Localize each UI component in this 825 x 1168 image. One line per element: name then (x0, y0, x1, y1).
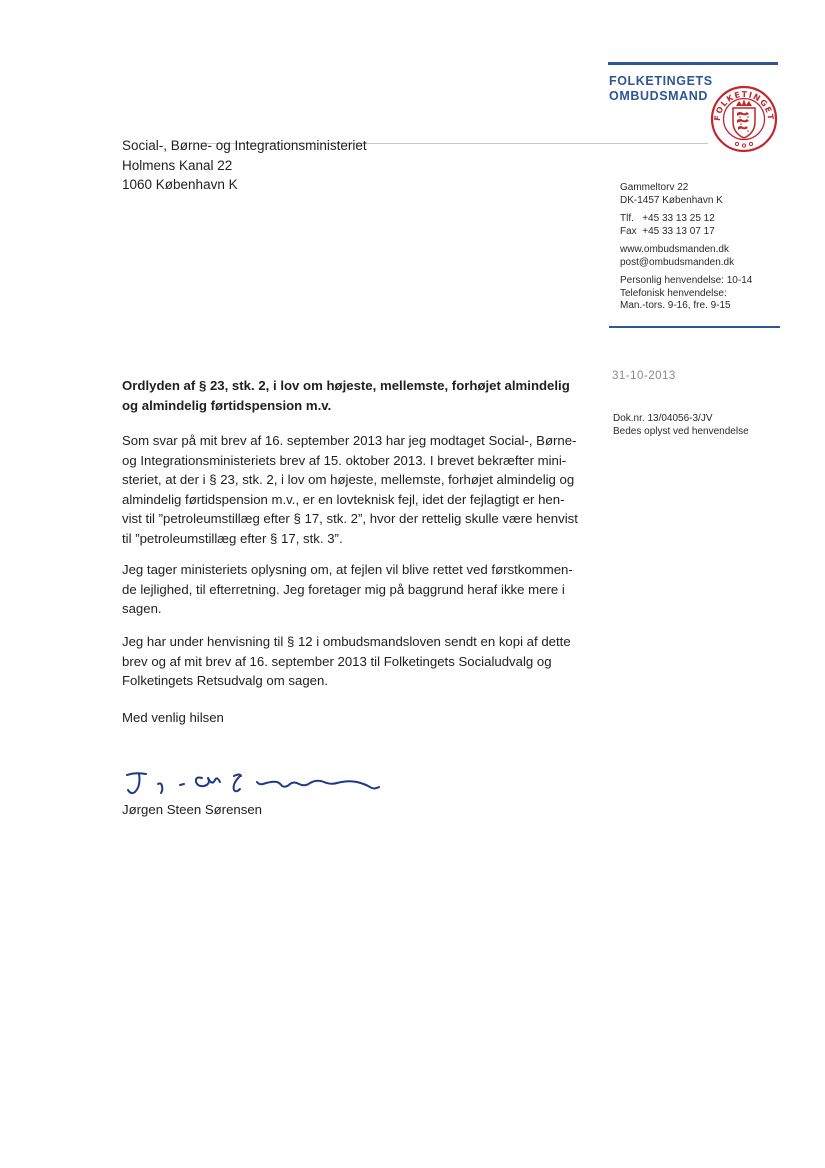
contact-city: DK-1457 København K (620, 194, 723, 206)
recipient-address (122, 136, 367, 195)
paragraph-line: steriet, at der i § 23, stk. 2, i lov om højeste, mellemste, forhøjet almindelig og (122, 472, 575, 487)
seal-text: FOLKETINGET (712, 89, 776, 122)
contact-hours-phone: Man.-tors. 9-16, fre. 9-15 (620, 300, 731, 311)
reference-note: Bedes oplyst ved henvendelse (613, 425, 749, 437)
signer-name: Jørgen Steen Sørensen (122, 802, 263, 817)
paragraph-line: til ”petroleumstillæg efter § 17, stk. 3”. (122, 530, 343, 546)
body-paragraph-3 (122, 632, 571, 691)
paragraph-line: almindelig førtidspension m.v., er en lovteknisk fejl, idet der fejlagtigt er hen- (122, 491, 565, 507)
body-paragraph-1 (122, 431, 578, 548)
paragraph-line: Som svar på mit brev af 16. september 2013 har jeg modtaget Social-, Børne- (122, 433, 577, 448)
recipient-name: Social-, Børne- og Integrationsministeriet (122, 138, 367, 153)
paragraph-line: Jeg tager ministeriets oplysning om, at fejlen vil blive rettet ved førstkommen- (122, 562, 573, 577)
contact-hours-phone-label: Telefonisk henvendelse: (620, 287, 727, 299)
closing-salutation: Med venlig hilsen (122, 710, 224, 725)
document-number: Dok.nr. 13/04056-3/JV (613, 413, 713, 424)
letter-date: 31-10-2013 (612, 370, 676, 382)
organization-name-line1: FOLKETINGETS (609, 74, 713, 88)
paragraph-line: vist til ”petroleumstillæg efter § 17, stk. 2”, hvor der rettelig skulle være henvist (122, 511, 578, 526)
subject-line2: og almindelig førtidspension m.v. (122, 398, 332, 413)
contact-hours-personal: Personlig henvendelse: 10-14 (620, 275, 753, 286)
contact-fax: Fax +45 33 13 07 17 (620, 225, 715, 237)
sidebar-bottom-rule (609, 326, 780, 328)
paragraph-line: og Integrationsministeriets brev af 15. oktober 2013. I brevet bekræfter mini- (122, 452, 567, 468)
paragraph-line: brev og af mit brev af 16. september 2013 til Folketingets Socialudvalg og (122, 653, 552, 669)
subject-line1: Ordlyden af § 23, stk. 2, i lov om højeste, mellemste, forhøjet almindelig (122, 378, 570, 393)
paragraph-line: Jeg har under henvisning til § 12 i ombudsmandsloven sendt en kopi af dette (122, 634, 571, 649)
document-reference (613, 413, 749, 438)
recipient-city: 1060 København K (122, 177, 238, 192)
recipient-street: Holmens Kanal 22 (122, 157, 233, 173)
letter-subject (122, 376, 592, 416)
body-paragraph-2 (122, 560, 573, 619)
paragraph-line: de lejlighed, til efterretning. Jeg foretager mig på baggrund heraf ikke mere i (122, 581, 565, 597)
organization-name-line2: OMBUDSMAND (609, 89, 709, 103)
handwritten-signature (122, 766, 412, 806)
contact-email: post@ombudsmanden.dk (620, 256, 735, 268)
contact-street: Gammeltorv 22 (620, 182, 689, 193)
letterhead-top-rule (608, 62, 778, 65)
contact-phone: Tlf. +45 33 13 25 12 (620, 213, 715, 224)
organization-name (609, 74, 713, 104)
paragraph-line: sagen. (122, 601, 162, 616)
contact-info (620, 182, 752, 313)
contact-website: www.ombudsmanden.dk (620, 244, 729, 255)
paragraph-line: Folketingets Retsudvalg om sagen. (122, 673, 328, 688)
folketinget-seal-logo (709, 84, 779, 154)
